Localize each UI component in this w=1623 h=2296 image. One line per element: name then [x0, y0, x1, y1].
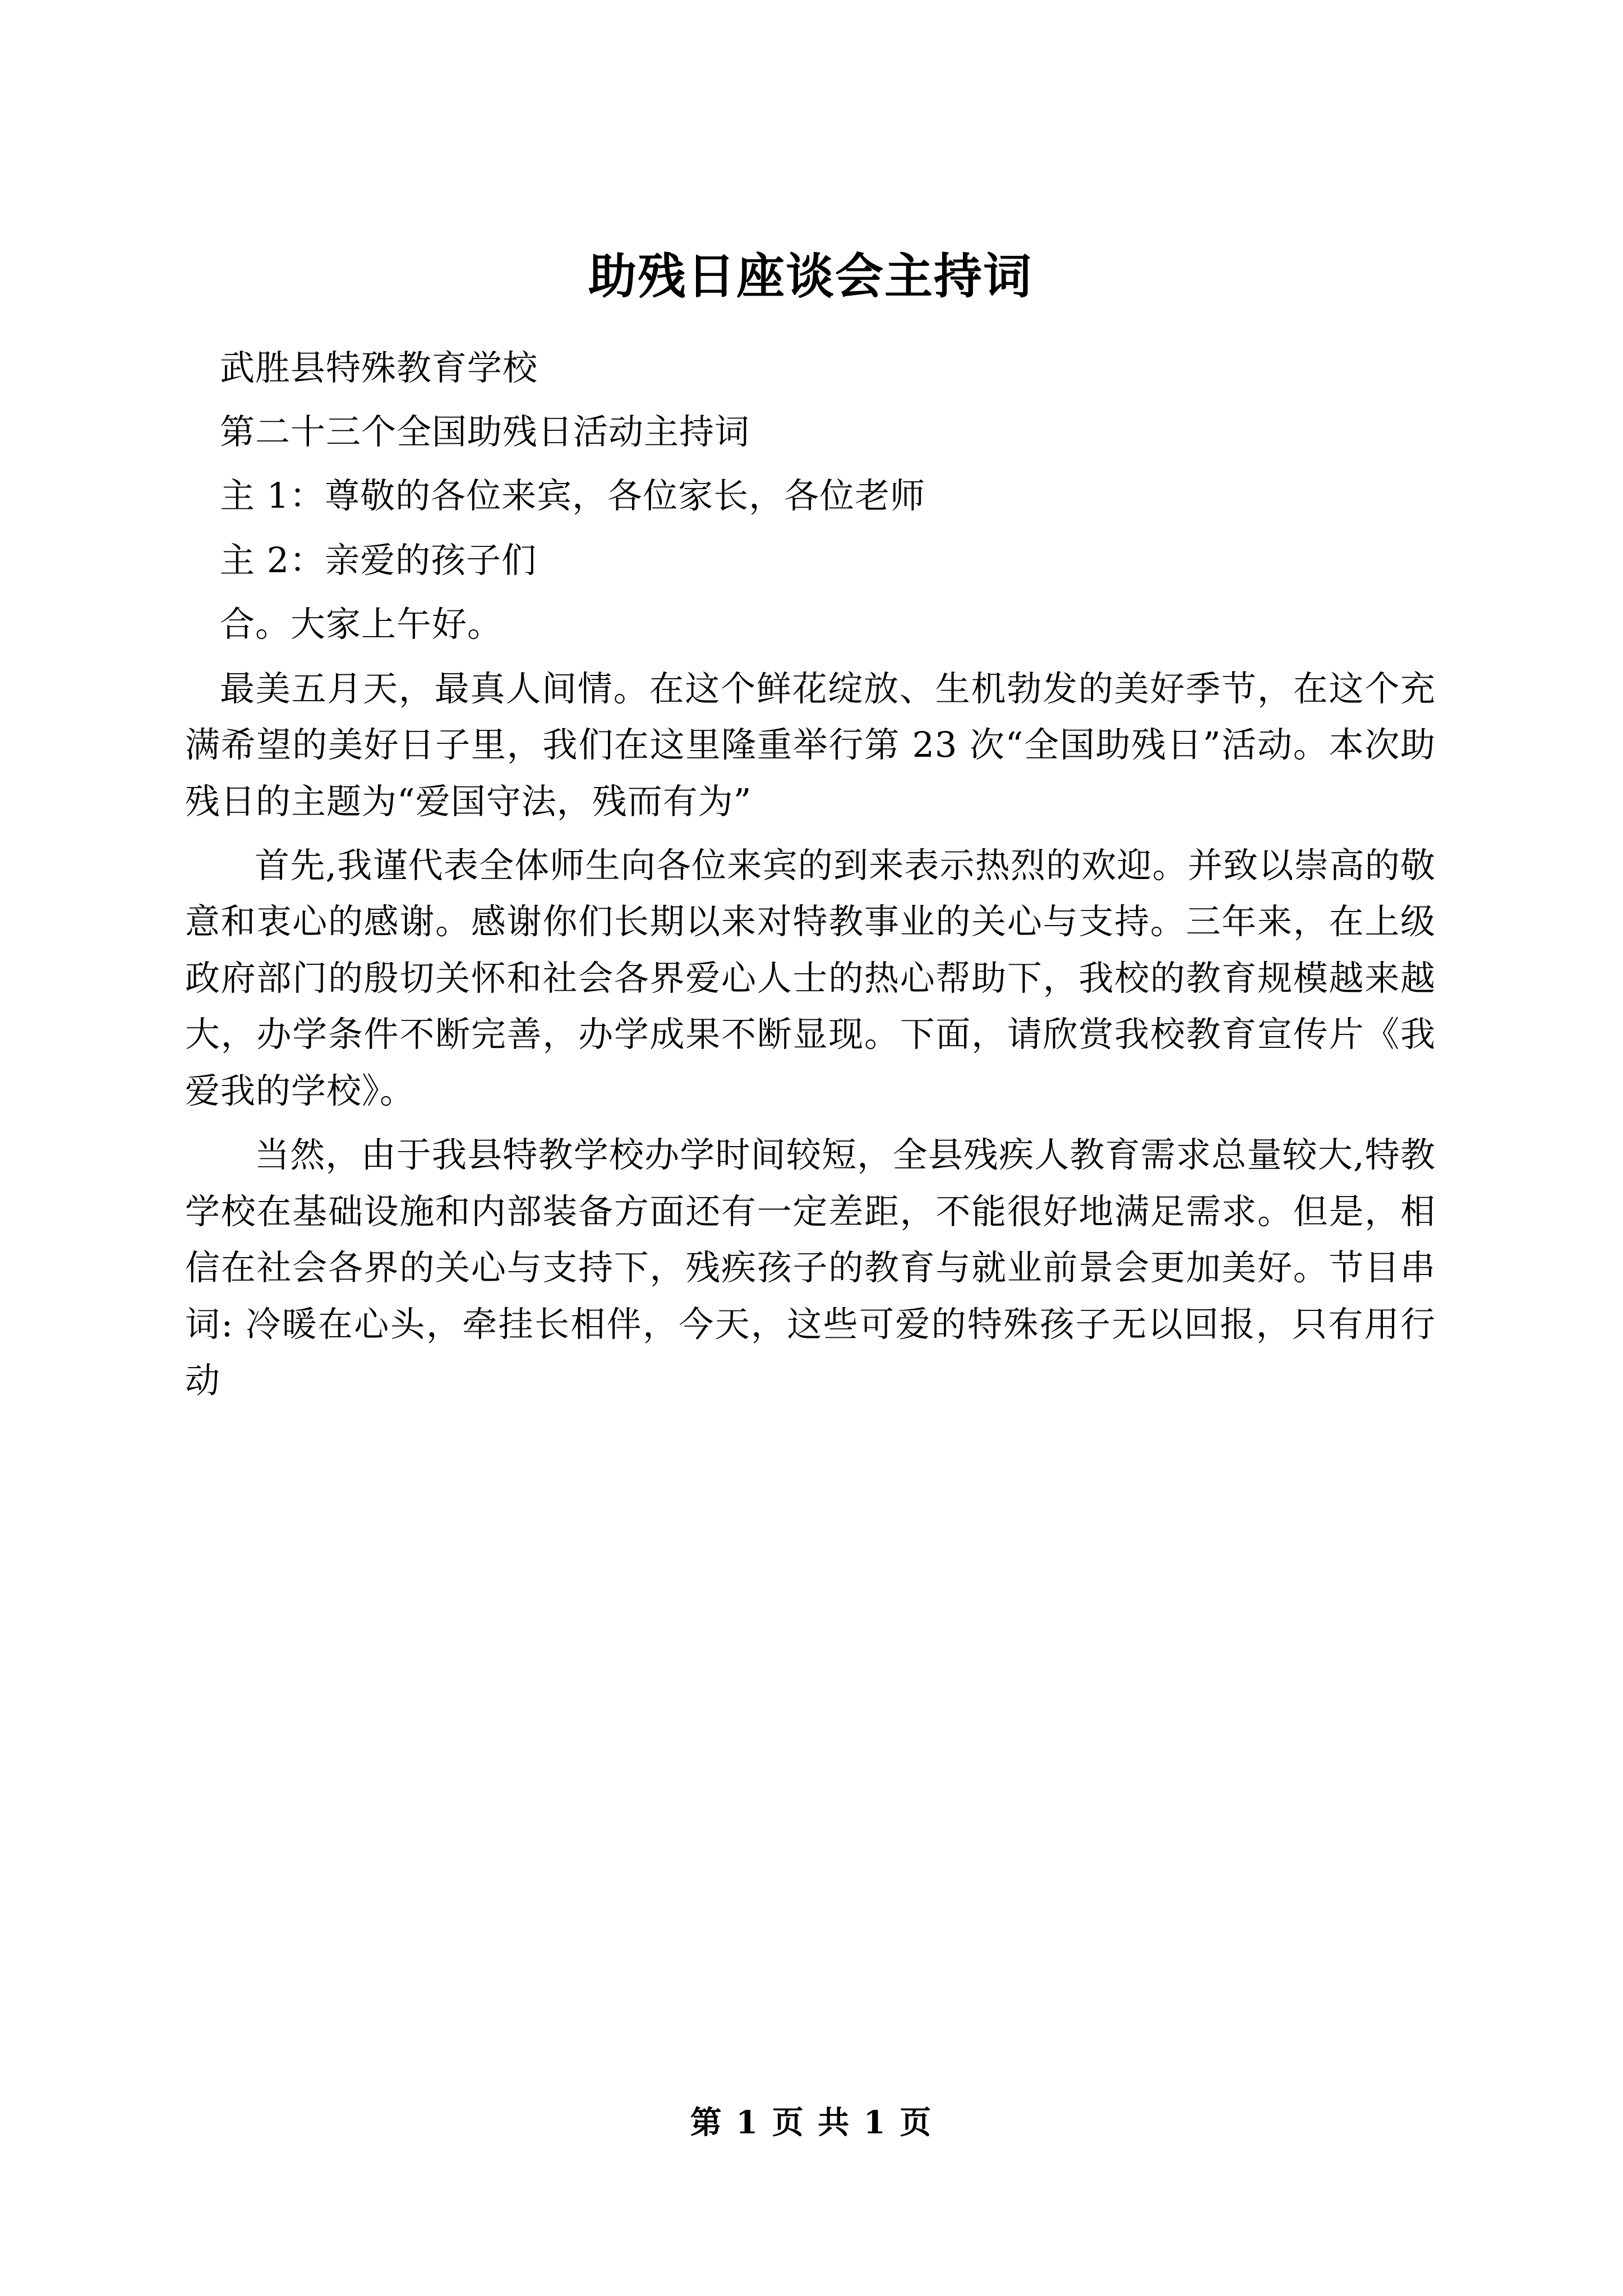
paragraph-school-name: 武胜县特殊教育学校 — [220, 347, 538, 388]
paragraph-event-subtitle: 第二十三个全国助残日活动主持词 — [220, 411, 750, 452]
paragraph-opening-speech: 最美五月天，最真人间情。在这个鲜花绽放、生机勃发的美好季节，在这个充满希望的美好日子里，我们在这里隆重举行第 23 次“全国助残日”活动。本次助残日的主题为“爱国守法，残而有为” — [185, 668, 1436, 822]
paragraph-host-1-line: 主 1：尊敬的各位来宾，各位家长，各位老师 — [220, 475, 926, 517]
paragraph-closing-speech: 当然，由于我县特教学校办学时间较短，全县残疾人教育需求总量较大,特教学校在基础设施和内部装备方面还有一定差距，不能很好地满足需求。但是，相信在社会各界的关心与支持下，残疾孩子的教育与就业前景会更加美好。节目串词: 冷暖在心头，牵挂长相伴，今天，这些可爱的特殊孩子无以回报，只有用行动 — [185, 1134, 1436, 1401]
paragraph-together-line: 合。大家上午好。 — [220, 604, 503, 645]
page-footer: 第 1 页 共 1 页 — [690, 2104, 933, 2141]
document-body — [185, 247, 1436, 1416]
paragraph-welcome-speech: 首先,我谨代表全体师生向各位来宾的到来表示热烈的欢迎。并致以崇高的敬意和衷心的感谢。感谢你们长期以来对特教事业的关心与支持。三年来，在上级政府部门的殷切关怀和社会各界爱心人士的热心帮助下，我校的教育规模越来越大，办学条件不断完善，办学成果不断显现。下面，请欣赏我校教育宣传片《我爱我的学校》。 — [185, 845, 1436, 1111]
page-title: 助残日座谈会主持词 — [588, 249, 1032, 305]
paragraph-host-2-line: 主 2：亲爱的孩子们 — [220, 539, 537, 581]
